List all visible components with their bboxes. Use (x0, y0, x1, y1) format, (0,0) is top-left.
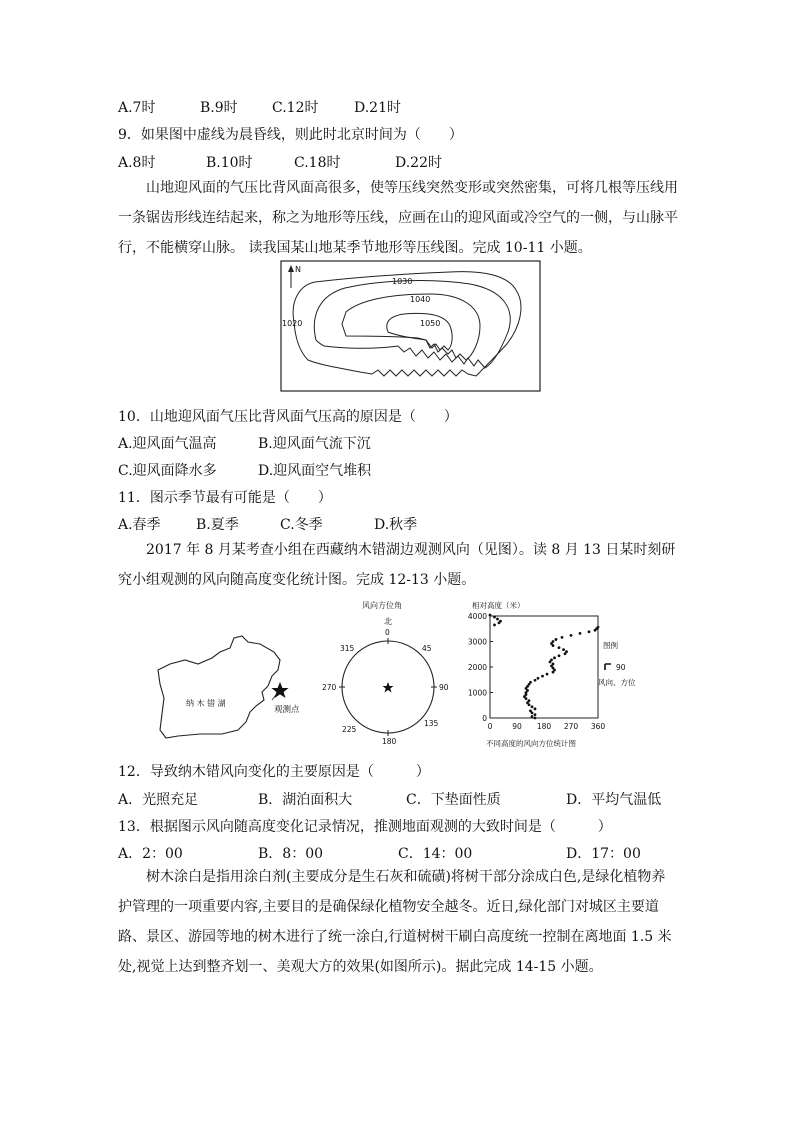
wind-data-point (534, 679, 537, 682)
compass-angle-315: 315 (340, 644, 355, 653)
wind-data-point (550, 658, 553, 661)
q9-option-d: D.22时 (395, 155, 442, 171)
wind-data-point (496, 618, 499, 621)
wind-data-point (531, 705, 534, 708)
q13-option-b: B．8：00 (258, 846, 324, 862)
legend-value: 90 (616, 663, 626, 672)
north-label: N (295, 265, 301, 274)
q11-option-b: B.夏季 (196, 517, 239, 533)
lake-name-label: 纳 木 错 湖 (186, 699, 226, 708)
wind-data-point (528, 699, 531, 702)
q10-option-c: C.迎风面降水多 (118, 463, 217, 479)
y-tick-label: 1000 (467, 688, 487, 698)
x-tick-label: 270 (563, 722, 579, 731)
wind-data-point (531, 715, 534, 718)
wind-data-point (552, 663, 555, 666)
wind-data-point (570, 634, 573, 637)
observation-star (271, 682, 288, 698)
wind-data-point (562, 648, 565, 651)
compass-angle-90: 90 (439, 683, 449, 692)
wind-data-point (499, 620, 502, 623)
compass-angle-270: 270 (322, 683, 337, 692)
q8-option-b: B.9时 (200, 100, 238, 116)
q9-option-b: B.10时 (206, 155, 253, 171)
compass-figure (318, 598, 458, 748)
q11-option-c: C.冬季 (280, 517, 323, 533)
intro-paragraph-isobar-text: 山地迎风面的气压比背风面高很多，使等压线突然变形或突然密集，可将几根等压线用一条锯齿形线连结起来，称之为地形等压线，应画在山的迎风面或冷空气的一侧，与山脉平行，不能横穿山脉。 读我国某山地某季节地形等压线图。完成 10-11 小题。 (118, 180, 678, 256)
lake-map-figure (150, 630, 300, 745)
compass-angle-225: 225 (342, 725, 357, 734)
intro-paragraph-tree-whitewash (118, 862, 678, 982)
isobar-label-1030: 1030 (392, 277, 413, 286)
q13-option-d: D．17：00 (566, 846, 641, 862)
chart-plot-frame (490, 616, 598, 718)
q10-option-b: B.迎风面气流下沉 (258, 436, 371, 452)
q8-option-d: D.21时 (354, 100, 401, 116)
wind-data-point (534, 707, 537, 710)
wind-data-point (493, 616, 496, 619)
isobar-1020 (293, 272, 521, 376)
wind-data-point (565, 650, 568, 653)
wind-data-point (558, 646, 561, 649)
q10-stem: 10．山地迎风面气压比背风面气压高的原因是（ ） (118, 409, 458, 425)
intro-paragraph-namco-text: 2017 年 8 月某考查小组在西藏纳木错湖边观测风向（见图）。读 8 月 13 日某时刻研究小组观测的风向随高度变化统计图。完成 12-13 小题。 (118, 542, 676, 588)
q11-option-a: A.春季 (118, 517, 161, 533)
q12-option-d: D．平均气温低 (566, 792, 662, 808)
wind-data-point (534, 717, 537, 720)
q11-stem: 11．图示季节最有可能是（ ） (118, 490, 332, 506)
north-arrow-head (288, 265, 294, 272)
q10-option-d: D.迎风面空气堆积 (258, 463, 372, 479)
compass-center-star (383, 682, 394, 693)
compass-angle-0: 0 (385, 628, 390, 637)
x-tick-label: 90 (512, 722, 522, 731)
wind-height-chart (460, 598, 640, 748)
wind-data-point (555, 638, 558, 641)
y-tick-label: 3000 (467, 637, 487, 647)
q10-option-a: A.迎风面气温高 (118, 436, 217, 452)
wind-data-point (534, 713, 537, 716)
chart-caption: 不同高度的风向方位统计图 (486, 739, 576, 748)
isobar-label-1040: 1040 (410, 295, 431, 304)
compass-north-label: 北 (384, 617, 392, 626)
legend-label: 风向、方位 (598, 678, 636, 687)
lake-shoreline (158, 636, 280, 738)
q12-option-b: B．湖泊面积大 (258, 792, 353, 808)
x-tick-label: 0 (487, 722, 493, 731)
intro-paragraph-tree-text: 树木涂白是指用涂白剂(主要成分是生石灰和硫磺)将树干部分涂成白色,是绿化植物养护管理的一项重要内容,主要目的是确保绿化植物安全越冬。近日,绿化部门对城区主要道路、景区、游园等地的树木进行了统一涂白,行道树树干刷白高度统一控制在离地面 1.5 米处,视觉上达到整齐划一、美观大方的效果(如图所示)。据此完成 14-15 小题。 (118, 869, 672, 975)
q8-option-c: C.12时 (272, 100, 319, 116)
wind-data-point (493, 624, 496, 627)
q11-option-d: D.秋季 (374, 517, 418, 533)
compass-angle-180: 180 (382, 737, 397, 746)
isobar-label-1050: 1050 (420, 319, 441, 328)
station-label: 观测点 (274, 705, 300, 715)
wind-data-point (529, 709, 532, 712)
wind-data-point (537, 677, 540, 680)
y-tick-label: 2000 (467, 663, 487, 672)
isobar-1030 (314, 281, 510, 368)
q9-stem: 9．如果图中虚线为晨昏线，则此时北京时间为（ ） (118, 127, 463, 143)
wind-data-point (541, 675, 544, 678)
isobar-map-figure (280, 260, 542, 392)
wind-data-point (552, 640, 555, 643)
compass-title: 风向方位角 (362, 601, 402, 610)
intro-paragraph-isobar (118, 173, 678, 263)
compass-angle-45: 45 (422, 644, 432, 653)
y-tick-label: 4000 (467, 612, 487, 621)
wind-data-point (579, 632, 582, 635)
y-tick-label: 0 (482, 714, 487, 723)
wind-data-point (489, 614, 492, 617)
q13-option-a: A．2：00 (118, 846, 183, 862)
legend-title: 图例 (603, 641, 618, 650)
q8-option-a: A.7时 (118, 100, 156, 116)
q13-option-c: C．14：00 (398, 846, 473, 862)
wind-data-point (529, 681, 532, 684)
compass-angle-135: 135 (424, 719, 439, 728)
q12-option-c: C．下垫面性质 (406, 792, 501, 808)
q9-option-c: C.18时 (294, 155, 341, 171)
q12-option-a: A．光照充足 (118, 792, 199, 808)
q13-stem: 13．根据图示风向随高度变化记录情况，推测地面观测的大致时间是（ ） (118, 819, 612, 835)
q12-stem: 12．导致纳木错风向变化的主要原因是（ ） (118, 764, 430, 780)
isobar-label-1020: 1020 (282, 319, 303, 328)
wind-data-point (561, 636, 564, 639)
x-tick-label: 180 (536, 722, 552, 731)
chart-y-title: 相对高度（米） (472, 601, 525, 610)
wind-data-point (588, 630, 591, 633)
legend-wind-symbol (605, 664, 611, 670)
x-tick-label: 360 (590, 722, 606, 731)
wind-data-point (546, 673, 549, 676)
wind-data-point (553, 656, 556, 659)
wind-data-point (597, 626, 600, 629)
q9-option-a: A.8时 (118, 155, 156, 171)
wind-data-point (558, 654, 561, 657)
intro-paragraph-namco (118, 535, 678, 595)
